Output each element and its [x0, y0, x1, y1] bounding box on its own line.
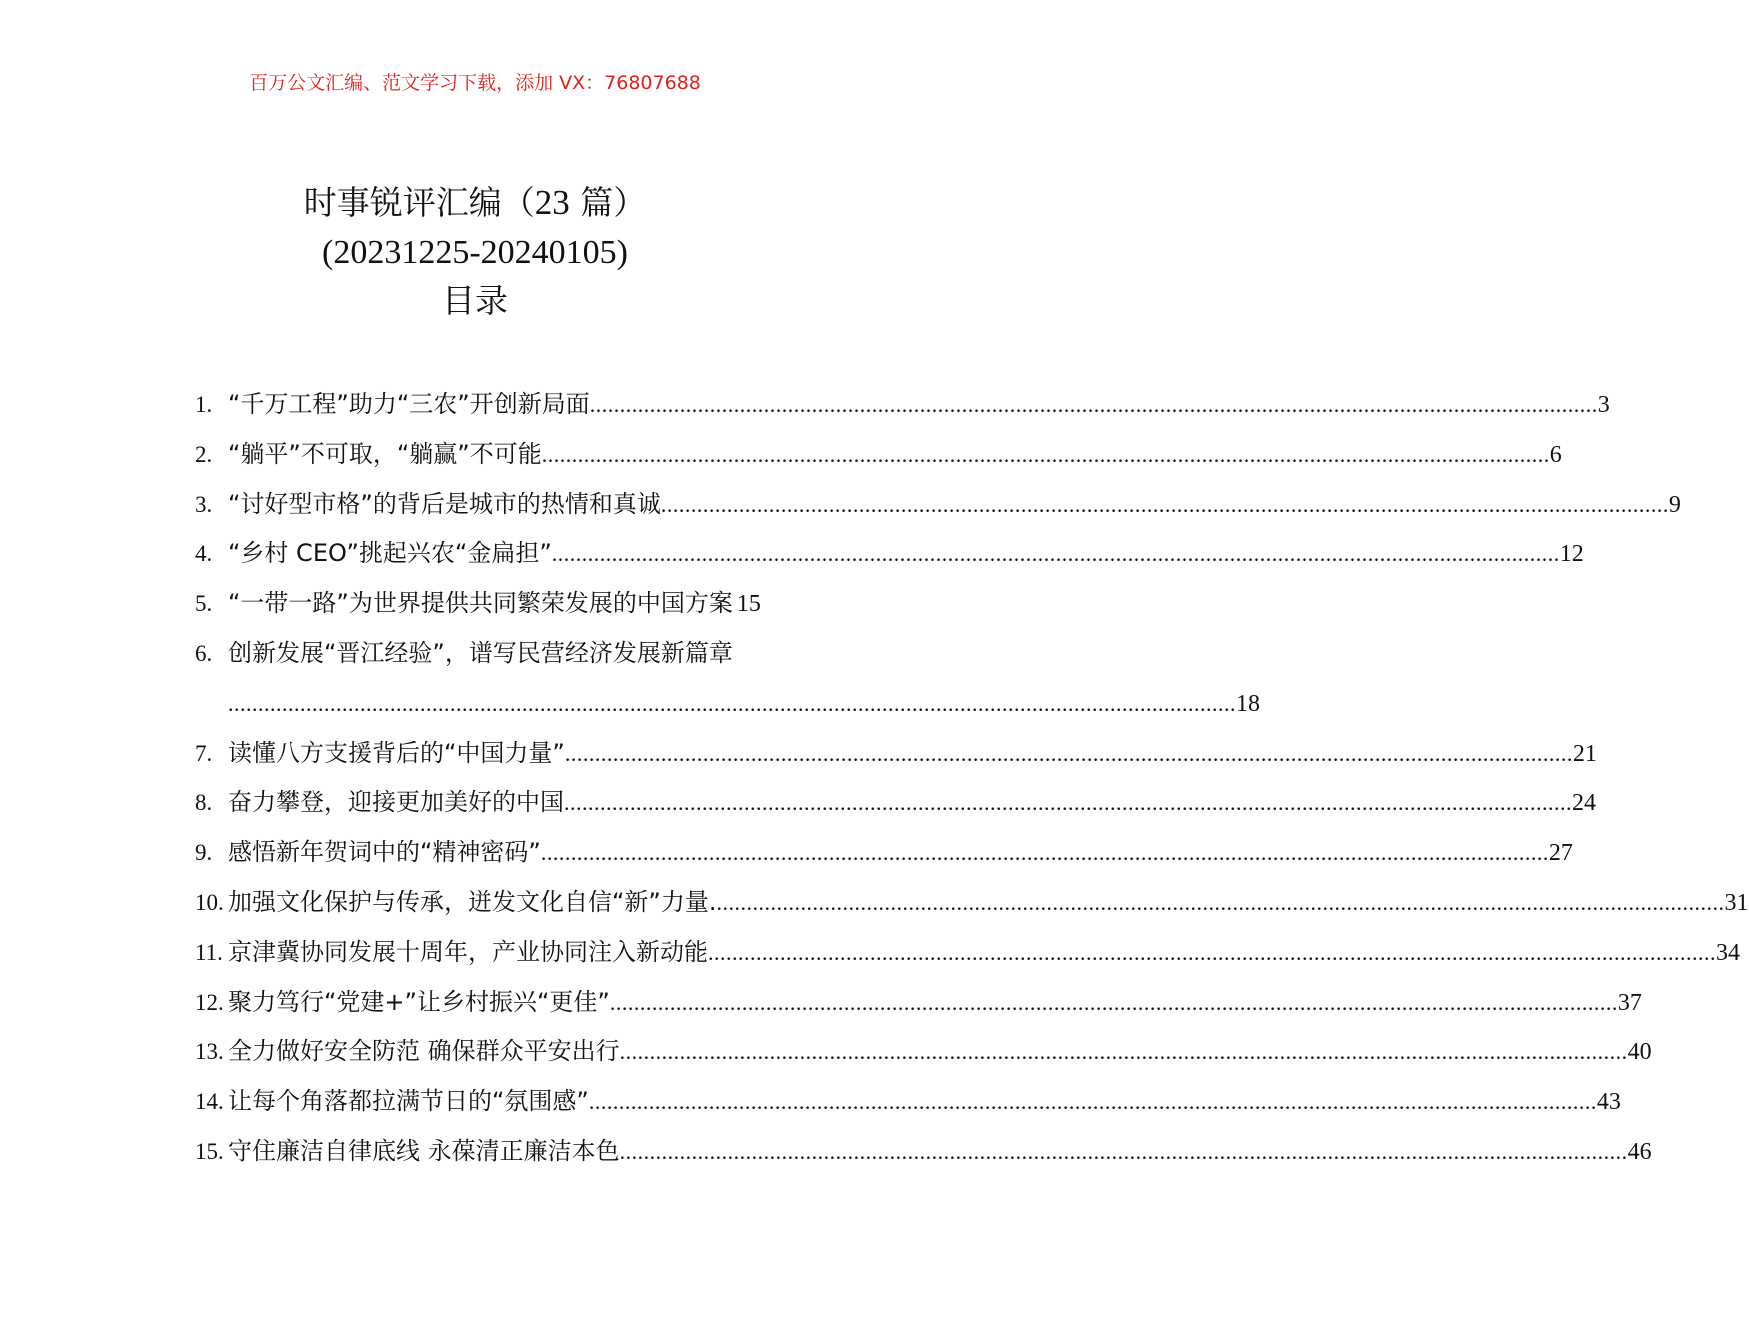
toc-entry-5[interactable]	[195, 579, 807, 629]
toc-leader-dots	[228, 679, 1236, 729]
toc-entry-14[interactable]	[195, 1077, 1621, 1127]
toc-entry-title: 加强文化保护与传承，迸发文化自信“新”力量.	[228, 887, 717, 916]
toc-entry-number: 11.	[195, 939, 223, 965]
toc-entry-title: 让每个角落都拉满节日的“氛围感”	[228, 1087, 589, 1116]
date-range: (20231225-20240105)	[322, 234, 628, 271]
toc-entry-title: 感悟新年贺词中的“精神密码”	[228, 838, 541, 867]
toc-entry-title: “乡村 CEO”挑起兴农“金扁担”	[228, 539, 552, 568]
title-count: 23	[534, 183, 570, 222]
toc-entry-number: 15.	[195, 1138, 224, 1164]
toc-entry-10[interactable]	[195, 878, 1749, 928]
toc-entry-number: 14.	[195, 1089, 224, 1115]
toc-entry-2[interactable]	[195, 430, 1562, 480]
toc-entry-page: 18	[1236, 690, 1260, 717]
toc-entry-number: 6.	[195, 640, 213, 666]
toc-entry-number: 4.	[195, 541, 213, 567]
title-block	[0, 180, 950, 324]
toc-leader-dots	[661, 480, 1669, 530]
toc-entry-page: 34	[1716, 939, 1740, 966]
toc-entry-number: 13.	[195, 1039, 224, 1065]
toc-leader-dots	[620, 1027, 1628, 1077]
toc-entry-7[interactable]	[195, 729, 1597, 779]
toc-entry-number: 5.	[195, 591, 213, 617]
toc-entry-page: 3	[1597, 392, 1610, 418]
toc-entry-page: 9	[1668, 491, 1681, 518]
toc-entry-number: 8.	[195, 790, 213, 816]
document-title	[0, 180, 950, 226]
toc-entry-13[interactable]	[195, 1027, 1652, 1077]
toc-leader-dots	[542, 430, 1550, 480]
toc-entry-12[interactable]	[195, 978, 1642, 1028]
toc-entry-page: 15	[736, 591, 761, 618]
header-note: 百万公文汇编、范文学习下载，添加 VX：76807688	[249, 72, 701, 94]
toc-entry-title: 京津冀协同发展十周年，产业协同注入新动能	[228, 937, 708, 966]
toc-leader-dots	[610, 978, 1618, 1028]
toc-entry-title: 奋力攀登，迎接更加美好的中国	[228, 788, 564, 817]
toc-entry-page: 12	[1559, 541, 1584, 568]
toc-leader-dots	[708, 928, 1716, 978]
title-suffix: 篇）	[569, 183, 647, 222]
toc-entry-page: 37	[1617, 989, 1642, 1016]
toc-entry-15[interactable]	[195, 1127, 1652, 1177]
toc-leader-dots	[564, 778, 1572, 828]
toc-entry-number: 9.	[195, 840, 213, 866]
toc-entry-page: 40	[1627, 1039, 1652, 1066]
toc-entry-4[interactable]	[195, 529, 1584, 579]
toc-entry-number: 1.	[195, 392, 213, 417]
toc-entry-title: “一带一路”为世界提供共同繁荣发展的中国方案	[228, 589, 733, 618]
toc-entry-3[interactable]	[195, 480, 1681, 530]
title-prefix: 时事锐评汇编（	[303, 183, 535, 222]
toc-entry-1[interactable]	[195, 380, 1610, 430]
toc-entry-number: 12.	[195, 989, 224, 1015]
toc-leader-dots	[552, 529, 1560, 579]
toc-leader-dots	[589, 1077, 1597, 1127]
toc-entry-6-continuation[interactable]	[195, 679, 1260, 729]
toc-entry-page: 27	[1548, 840, 1573, 867]
toc-entry-title: “讨好型市格”的背后是城市的热情和真诚	[228, 489, 661, 518]
toc-entry-8[interactable]	[195, 778, 1596, 828]
table-of-contents	[195, 380, 1749, 1177]
toc-leader-dots	[590, 380, 1598, 430]
toc-entry-title: “千万工程”助力“三农”开创新局面	[228, 390, 590, 418]
toc-heading: 目录	[442, 281, 508, 320]
toc-entry-11[interactable]	[195, 928, 1740, 978]
toc-entry-6[interactable]	[195, 629, 807, 679]
toc-entry-page: 46	[1627, 1138, 1652, 1165]
toc-entry-title: 读懂八方支援背后的“中国力量”	[228, 738, 565, 767]
toc-entry-title: “躺平”不可取，“躺赢”不可能	[228, 439, 542, 468]
toc-entry-page: 21	[1572, 740, 1597, 767]
toc-leader-dots	[565, 729, 1573, 779]
toc-entry-number: 7.	[195, 740, 213, 766]
toc-leader-dots	[541, 828, 1549, 878]
toc-leader-dots	[620, 1127, 1628, 1177]
toc-entry-number: 2.	[195, 441, 213, 467]
toc-entry-title: 创新发展“晋江经验”，谱写民营经济发展新篇章	[228, 638, 733, 667]
toc-entry-title: 全力做好安全防范 确保群众平安出行	[228, 1037, 620, 1066]
toc-entry-page: 24	[1572, 790, 1596, 817]
toc-entry-page: 31	[1724, 889, 1749, 916]
toc-entry-number: 3.	[195, 491, 213, 517]
toc-leader-dots	[717, 878, 1725, 928]
toc-entry-number: 10.	[195, 889, 224, 915]
toc-entry-title: 聚力笃行“党建+”让乡村振兴“更佳”	[228, 987, 610, 1016]
toc-entry-title: 守住廉洁自律底线 永葆清正廉洁本色	[228, 1136, 620, 1165]
toc-entry-9[interactable]	[195, 828, 1573, 878]
toc-entry-page: 43	[1596, 1089, 1621, 1116]
toc-entry-page: 6	[1549, 441, 1562, 468]
